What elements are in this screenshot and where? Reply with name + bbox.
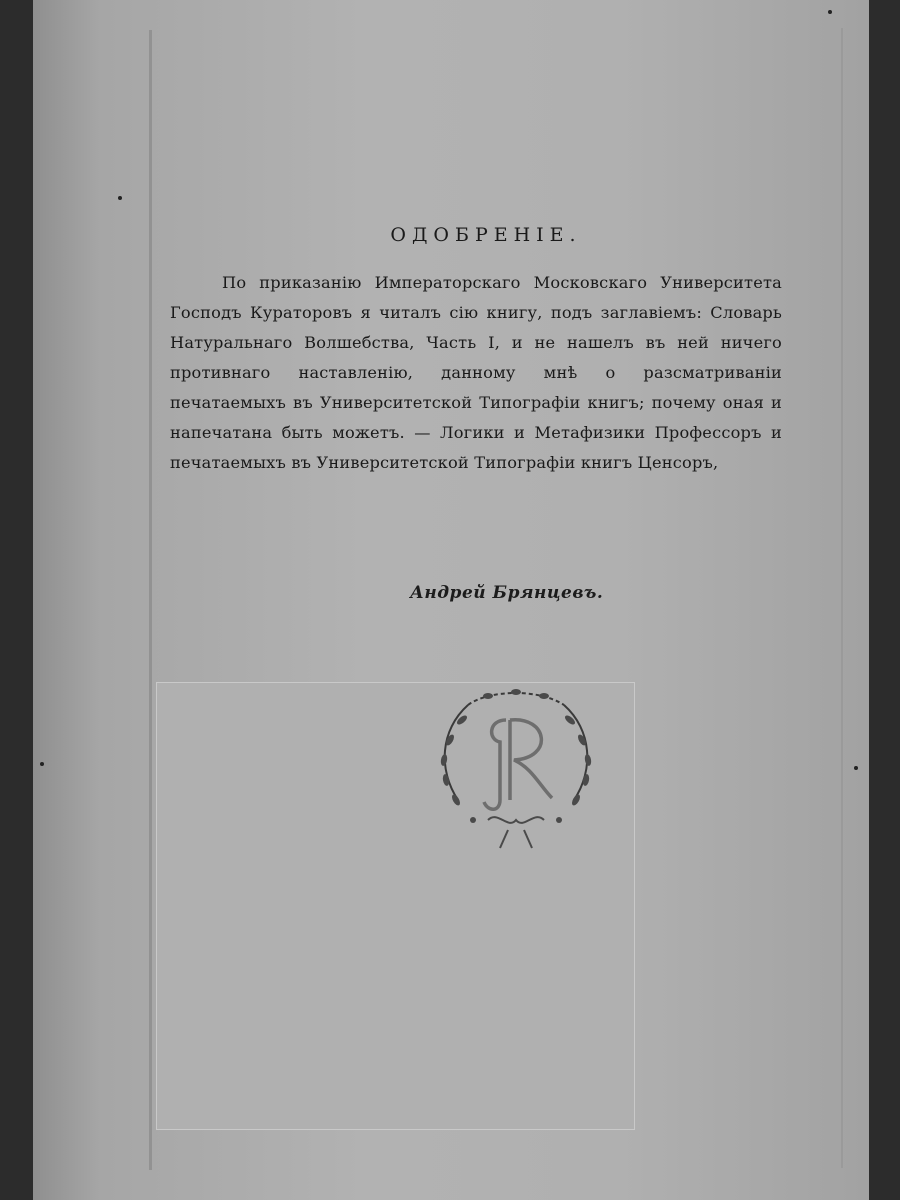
censor-signature: Андрей Брянцевъ. [410,583,604,603]
page-fold [149,30,152,1170]
page-speck [40,762,44,766]
page-heading: ОДОБРЕНІЕ. [390,224,582,246]
page-speck [828,10,832,14]
page-speck [118,196,122,200]
approval-paragraph: По приказанію Императорскаго Московскаго Университета Господъ Кураторовъ я читалъ сію книгу, подъ заглавіемъ: Словарь Натуральнаго Волшебства, Часть I, и не нашелъ въ ней ничего противнаго наставленію, данному мнѣ о разсматриваніи печатаемыхъ въ Университетской Типографіи книгъ; почему оная и напечатана быть можетъ. — Логики и Метафизики Профессоръ и печатаемыхъ въ Университетской Типографіи книгъ Ценсоръ, [170,273,782,472]
library-stamp-icon [428,680,604,856]
approval-text-block [170,224,782,478]
page-speck [854,766,858,770]
page-edge [841,28,843,1168]
